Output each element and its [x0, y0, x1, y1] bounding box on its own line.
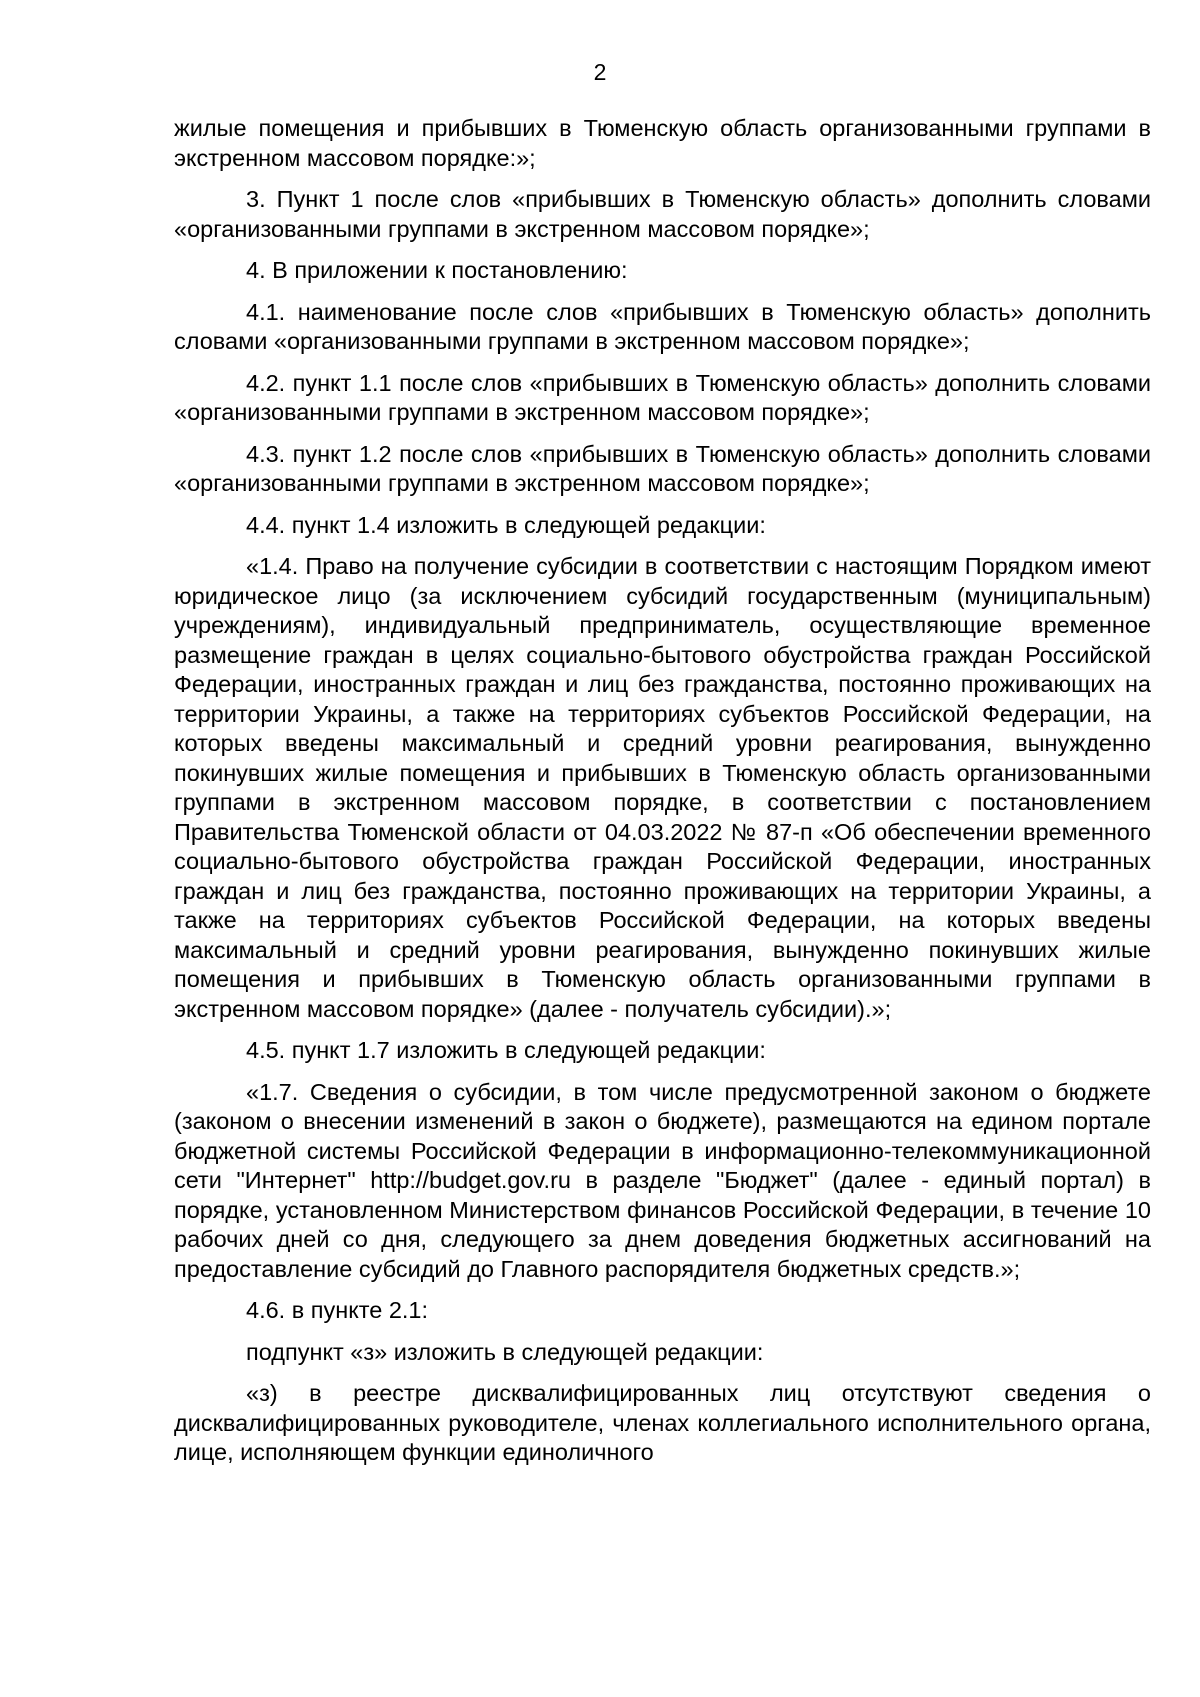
- paragraph-item-4-2: 4.2. пункт 1.1 после слов «прибывших в Тюменскую область» дополнить словами «организованными группами в экстренном массовом порядке»;: [174, 369, 1151, 425]
- paragraph-item-4-3: 4.3. пункт 1.2 после слов «прибывших в Тюменскую область» дополнить словами «организованными группами в экстренном массовом порядке»;: [174, 440, 1151, 496]
- paragraph-item-4-6: 4.6. в пункте 2.1:: [246, 1297, 429, 1323]
- paragraph-item-4-4: 4.4. пункт 1.4 изложить в следующей редакции:: [246, 511, 766, 538]
- page-number: 2: [593, 59, 607, 85]
- paragraph-subitem-z-text: «з) в реестре дисквалифицированных лиц отсутствуют сведения о дисквалифицированных руководителе, членах коллегиального исполнительного органа, лице, исполняющем функции единоличного: [174, 1380, 1151, 1465]
- paragraph-item-4: 4. В приложении к постановлению:: [246, 257, 628, 283]
- paragraph-item-4-5: 4.5. пункт 1.7 изложить в следующей редакции:: [246, 1037, 766, 1063]
- paragraph-subitem-z-intro: подпункт «з» изложить в следующей редакции:: [246, 1338, 764, 1365]
- paragraph-item-4-1: 4.1. наименование после слов «прибывших в Тюменскую область» дополнить словами «организованными группами в экстренном массовом порядке»;: [174, 298, 1151, 354]
- paragraph-point-1-7-text: «1.7. Сведения о субсидии, в том числе предусмотренной законом о бюджете (законом о внесении изменений в закон о бюджете), размещаются на едином портале бюджетной системы Российской Федерации в информационно-телекоммуникационной сети "Интернет" http://budget.gov.ru в разделе "Бюджет" (далее - единый портал) в порядке, установленном Министерством финансов Российской Федерации, в течение 10 рабочих дней со дня, следующего за днем доведения бюджетных ассигнований на предоставление субсидий до Главного распорядителя бюджетных средств.»;: [174, 1078, 1151, 1282]
- paragraph-item-3: 3. Пункт 1 после слов «прибывших в Тюменскую область» дополнить словами «организованными группами в экстренном массовом порядке»;: [174, 186, 1151, 242]
- document-body: [174, 114, 1151, 1468]
- paragraph-continuation: жилые помещения и прибывших в Тюменскую область организованными группами в экстренном массовом порядке:»;: [174, 115, 1151, 171]
- paragraph-point-1-4-text: «1.4. Право на получение субсидии в соответствии с настоящим Порядком имеют юридическое лицо (за исключением субсидий государственным (муниципальным) учреждениям), индивидуальный предприниматель, осуществляющие временное размещение граждан в целях социально-бытового обустройства граждан Российской Федерации, иностранных граждан и лиц без гражданства, постоянно проживающих на территории Украины, а также на территориях субъектов Российской Федерации, на которых введены максимальный и средний уровни реагирования, вынужденно покинувших жилые помещения и прибывших в Тюменскую область организованными группами в экстренном массовом порядке, в соответствии с постановлением Правительства Тюменской области от 04.03.2022 № 87-п «Об обеспечении временного социально-бытового обустройства граждан Российской Федерации, иностранных граждан и лиц без гражданства, постоянно проживающих на территории Украины, а также на территориях субъектов Российской Федерации, на которых введены максимальный и средний уровни реагирования, вынужденно покинувших жилые помещения и прибывших в Тюменскую область организованными группами в экстренном массовом порядке» (далее - получатель субсидии).»;: [174, 553, 1151, 1022]
